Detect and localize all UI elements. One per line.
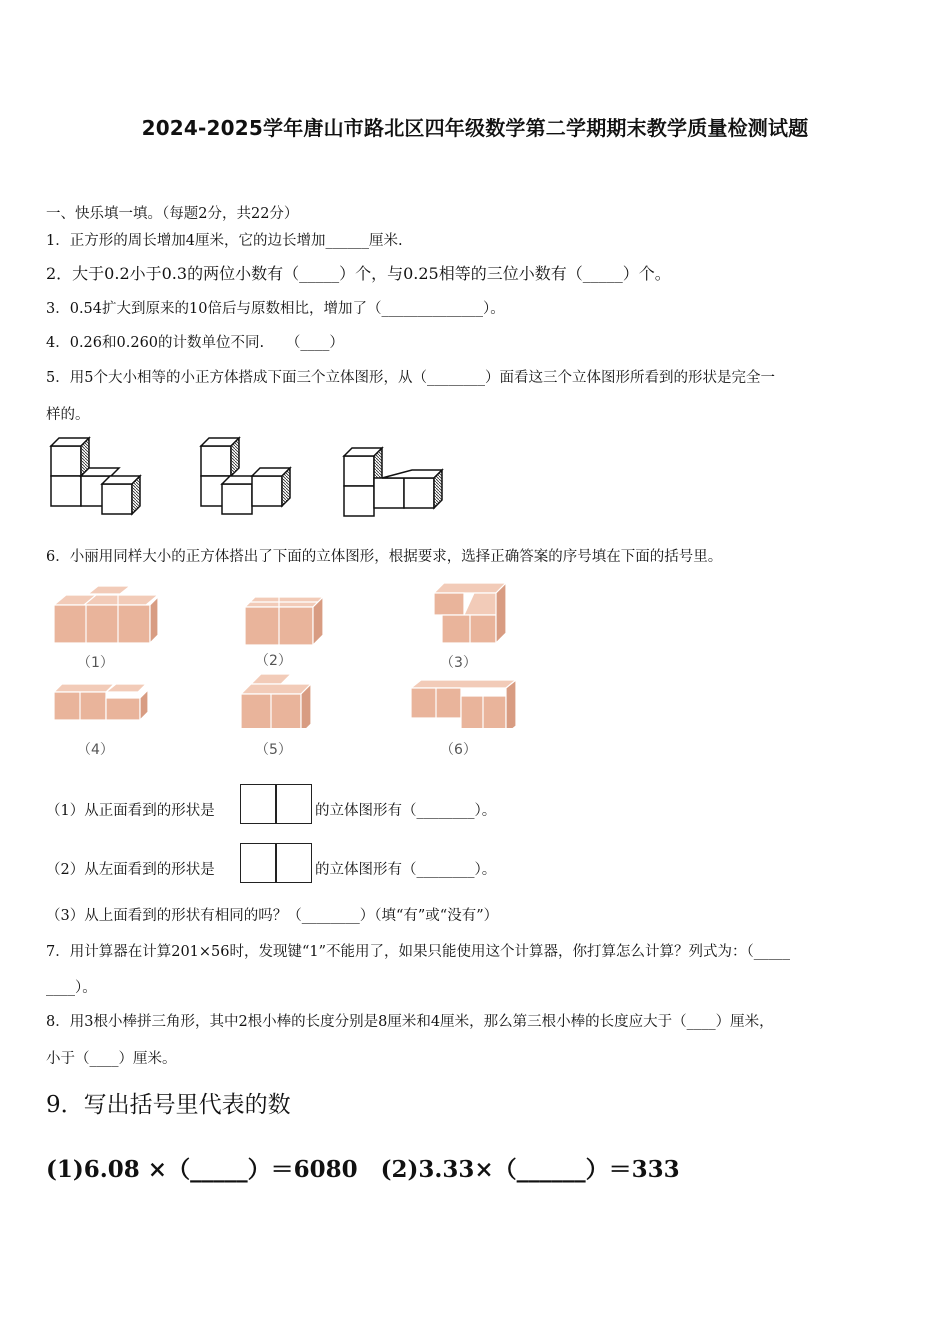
front-view-shape [240, 784, 312, 824]
q6-caption-4: （4） [77, 742, 114, 758]
q6-sub2-suffix: 的立体图形有（________）。 [315, 862, 497, 878]
question-7-line2: ____）。 [46, 980, 97, 996]
question-8-line2: 小于（____）厘米。 [46, 1051, 177, 1067]
q6-caption-2: （2） [255, 653, 292, 669]
q5-figure-3 [344, 448, 442, 516]
question-5-line1: 5．用5个大小相等的小正方体搭成下面三个立体图形，从（________）面看这三个立体图形所看到的形状是完全一 [46, 370, 775, 386]
q6-caption-5: （5） [255, 742, 292, 758]
q5-figure-2 [201, 438, 290, 514]
q6-figure-3 [434, 583, 506, 643]
q5-cube-figures [46, 434, 466, 526]
q6-caption-3: （3） [440, 655, 477, 671]
q6-figure-6 [411, 680, 516, 728]
question-5-line2: 样的。 [46, 407, 90, 423]
q6-figure-5 [241, 674, 311, 728]
q5-figure-1 [51, 438, 140, 514]
question-3: 3．0.54扩大到原来的10倍后与原数相比，增加了（______________）。 [46, 301, 505, 317]
q6-figure-1 [54, 586, 158, 643]
question-4: 4．0.26和0.260的计数单位不同. （____） [46, 335, 344, 351]
left-view-shape [240, 843, 312, 883]
q6-sub2-prefix: （2）从左面看到的形状是 [46, 862, 215, 878]
q6-sub3: （3）从上面看到的形状有相同的吗？（________）（填“有”或“没有”） [46, 908, 499, 924]
page-title: 2024-2025学年唐山市路北区四年级数学第二学期期末教学质量检测试题 [141, 116, 809, 140]
question-1: 1．正方形的周长增加4厘米，它的边长增加______厘米. [46, 233, 403, 249]
question-6: 6．小丽用同样大小的正方体搭出了下面的立体图形，根据要求，选择正确答案的序号填在下面的括号里。 [46, 549, 723, 565]
q6-figure-4 [54, 684, 148, 720]
question-7-line1: 7．用计算器在计算201×56时，发现键“1”不能用了，如果只能使用这个计算器，你打算怎么计算？列式为：（_____ [46, 944, 791, 960]
question-9: 9．写出括号里代表的数 [46, 1092, 291, 1118]
question-2: 2．大于0.2小于0.3的两位小数有（_____）个，与0.25相等的三位小数有（_____）个。 [46, 264, 671, 283]
q6-figure-2 [245, 597, 323, 645]
q6-sub1-suffix: 的立体图形有（________）。 [315, 803, 497, 819]
q6-sub1-prefix: （1）从正面看到的形状是 [46, 803, 215, 819]
question-8-line1: 8．用3根小棒拼三角形，其中2根小棒的长度分别是8厘米和4厘米，那么第三根小棒的长度应大于（____）厘米， [46, 1014, 774, 1030]
section-heading: 一、快乐填一填。（每题2分，共22分） [46, 206, 299, 222]
q6-caption-1: （1） [77, 655, 114, 671]
question-9-expression: (1)6.08 ×（_____）＝6080 (2)3.33×（______）＝333 [46, 1156, 680, 1183]
q6-caption-6: （6） [440, 742, 477, 758]
